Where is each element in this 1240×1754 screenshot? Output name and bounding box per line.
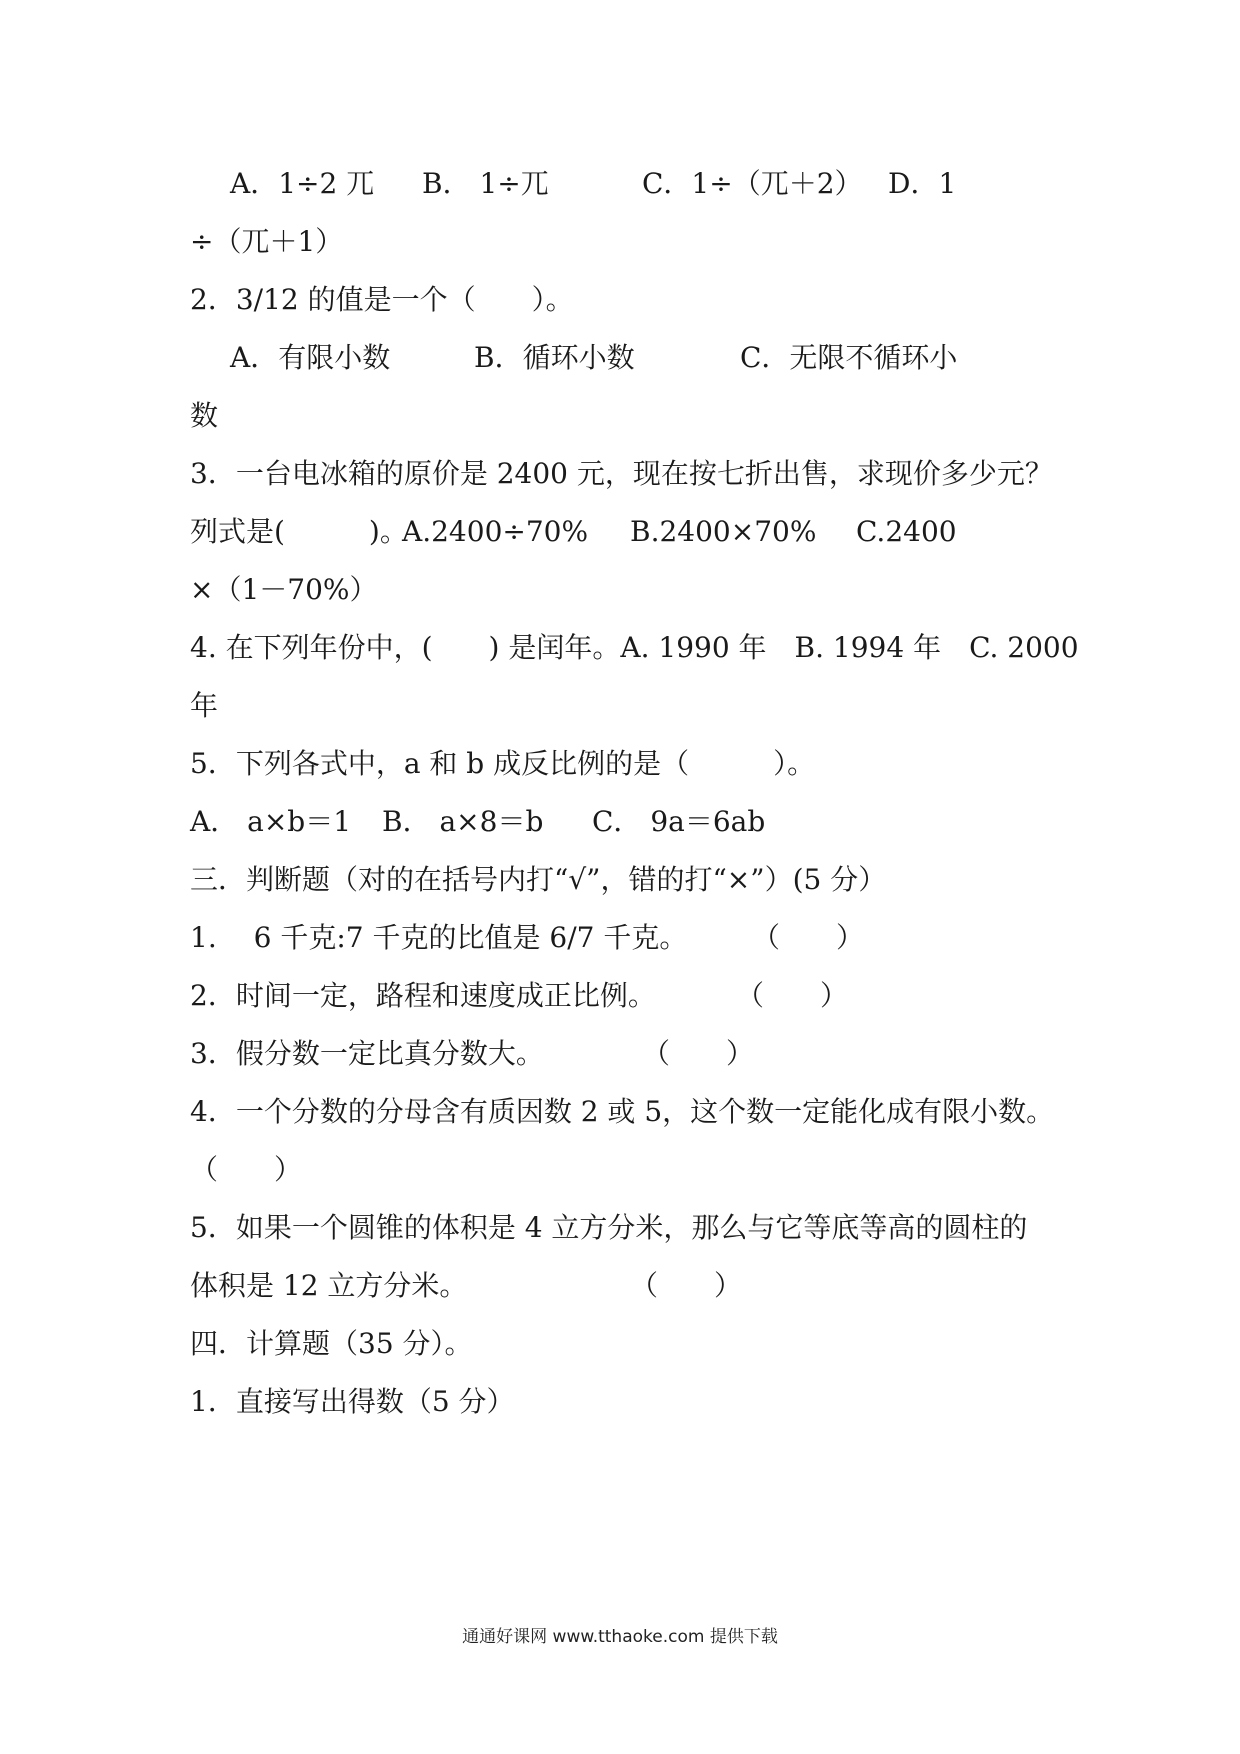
judge-item-1-paren: （ ）: [752, 921, 865, 954]
q2-option-a: A．有限小数: [230, 341, 391, 374]
judge-item-3-paren: （ ）: [642, 1037, 755, 1070]
judge-item-2-text: 2．时间一定，路程和速度成正比例。: [190, 979, 656, 1012]
mc-q3-stem: 3．一台电冰箱的原价是 2400 元，现在按七折出售，求现价多少元？: [190, 457, 1053, 490]
section-4-title: 四．计算题（35 分）。: [190, 1327, 473, 1360]
section-4-sub-1: 1．直接写出得数（5 分）: [190, 1385, 515, 1418]
mc-q4-stem: 4. 在下列年份中，( ) 是闰年。A. 1990 年 B. 1994 年 C. 2000: [190, 631, 1079, 664]
judge-item-4: 4．一个分数的分母含有质因数 2 或 5，这个数一定能化成有限小数。: [190, 1095, 1055, 1128]
judge-item-5-paren: （ ）: [630, 1269, 743, 1302]
option-b: B． 1÷兀: [422, 167, 549, 200]
option-d: D．1: [888, 167, 957, 200]
q5-option-c: C． 9a＝6ab: [592, 805, 766, 838]
section-3-title: 三．判断题（对的在括号内打“√”，错的打“×”）(5 分）: [190, 863, 887, 896]
page-footer: 通通好课网 www.tthaoke.com 提供下载: [462, 1627, 778, 1647]
judge-item-1-text: 1. 6 千克:7 千克的比值是 6/7 千克。: [190, 921, 688, 954]
q2-option-b: B．循环小数: [474, 341, 635, 374]
q3-option-c-continued: ×（1－70%）: [190, 573, 378, 606]
judge-item-5-text2: 体积是 12 立方分米。: [190, 1269, 468, 1302]
option-d-continued: ÷（兀＋1）: [190, 225, 344, 258]
mc-q2-stem: 2．3/12 的值是一个（ ）。: [190, 283, 574, 316]
q5-option-a: A． a×b＝1: [190, 805, 352, 838]
q3-lead: 列式是( )。: [190, 515, 408, 548]
q3-option-c: C.2400: [856, 515, 957, 548]
q3-option-b: B.2400×70%: [630, 515, 817, 548]
option-a: A．1÷2 兀: [230, 167, 375, 200]
judge-item-2-paren: （ ）: [736, 979, 849, 1012]
mc-q5-stem: 5．下列各式中，a 和 b 成反比例的是（ ）。: [190, 747, 816, 780]
judge-item-4-paren-text: （ ）: [190, 1153, 303, 1186]
q3-option-a: A.2400÷70%: [402, 515, 589, 548]
q2-option-c: C．无限不循环小: [740, 341, 958, 374]
option-c: C．1÷（兀＋2）: [642, 167, 863, 200]
judge-item-5: 5．如果一个圆锥的体积是 4 立方分米，那么与它等底等高的圆柱的: [190, 1211, 1028, 1244]
judge-item-3-text: 3．假分数一定比真分数大。: [190, 1037, 544, 1070]
mc-q4-continued: 年: [190, 689, 219, 722]
q5-option-b: B． a×8＝b: [382, 805, 544, 838]
q2-option-c-continued: 数: [190, 399, 219, 432]
